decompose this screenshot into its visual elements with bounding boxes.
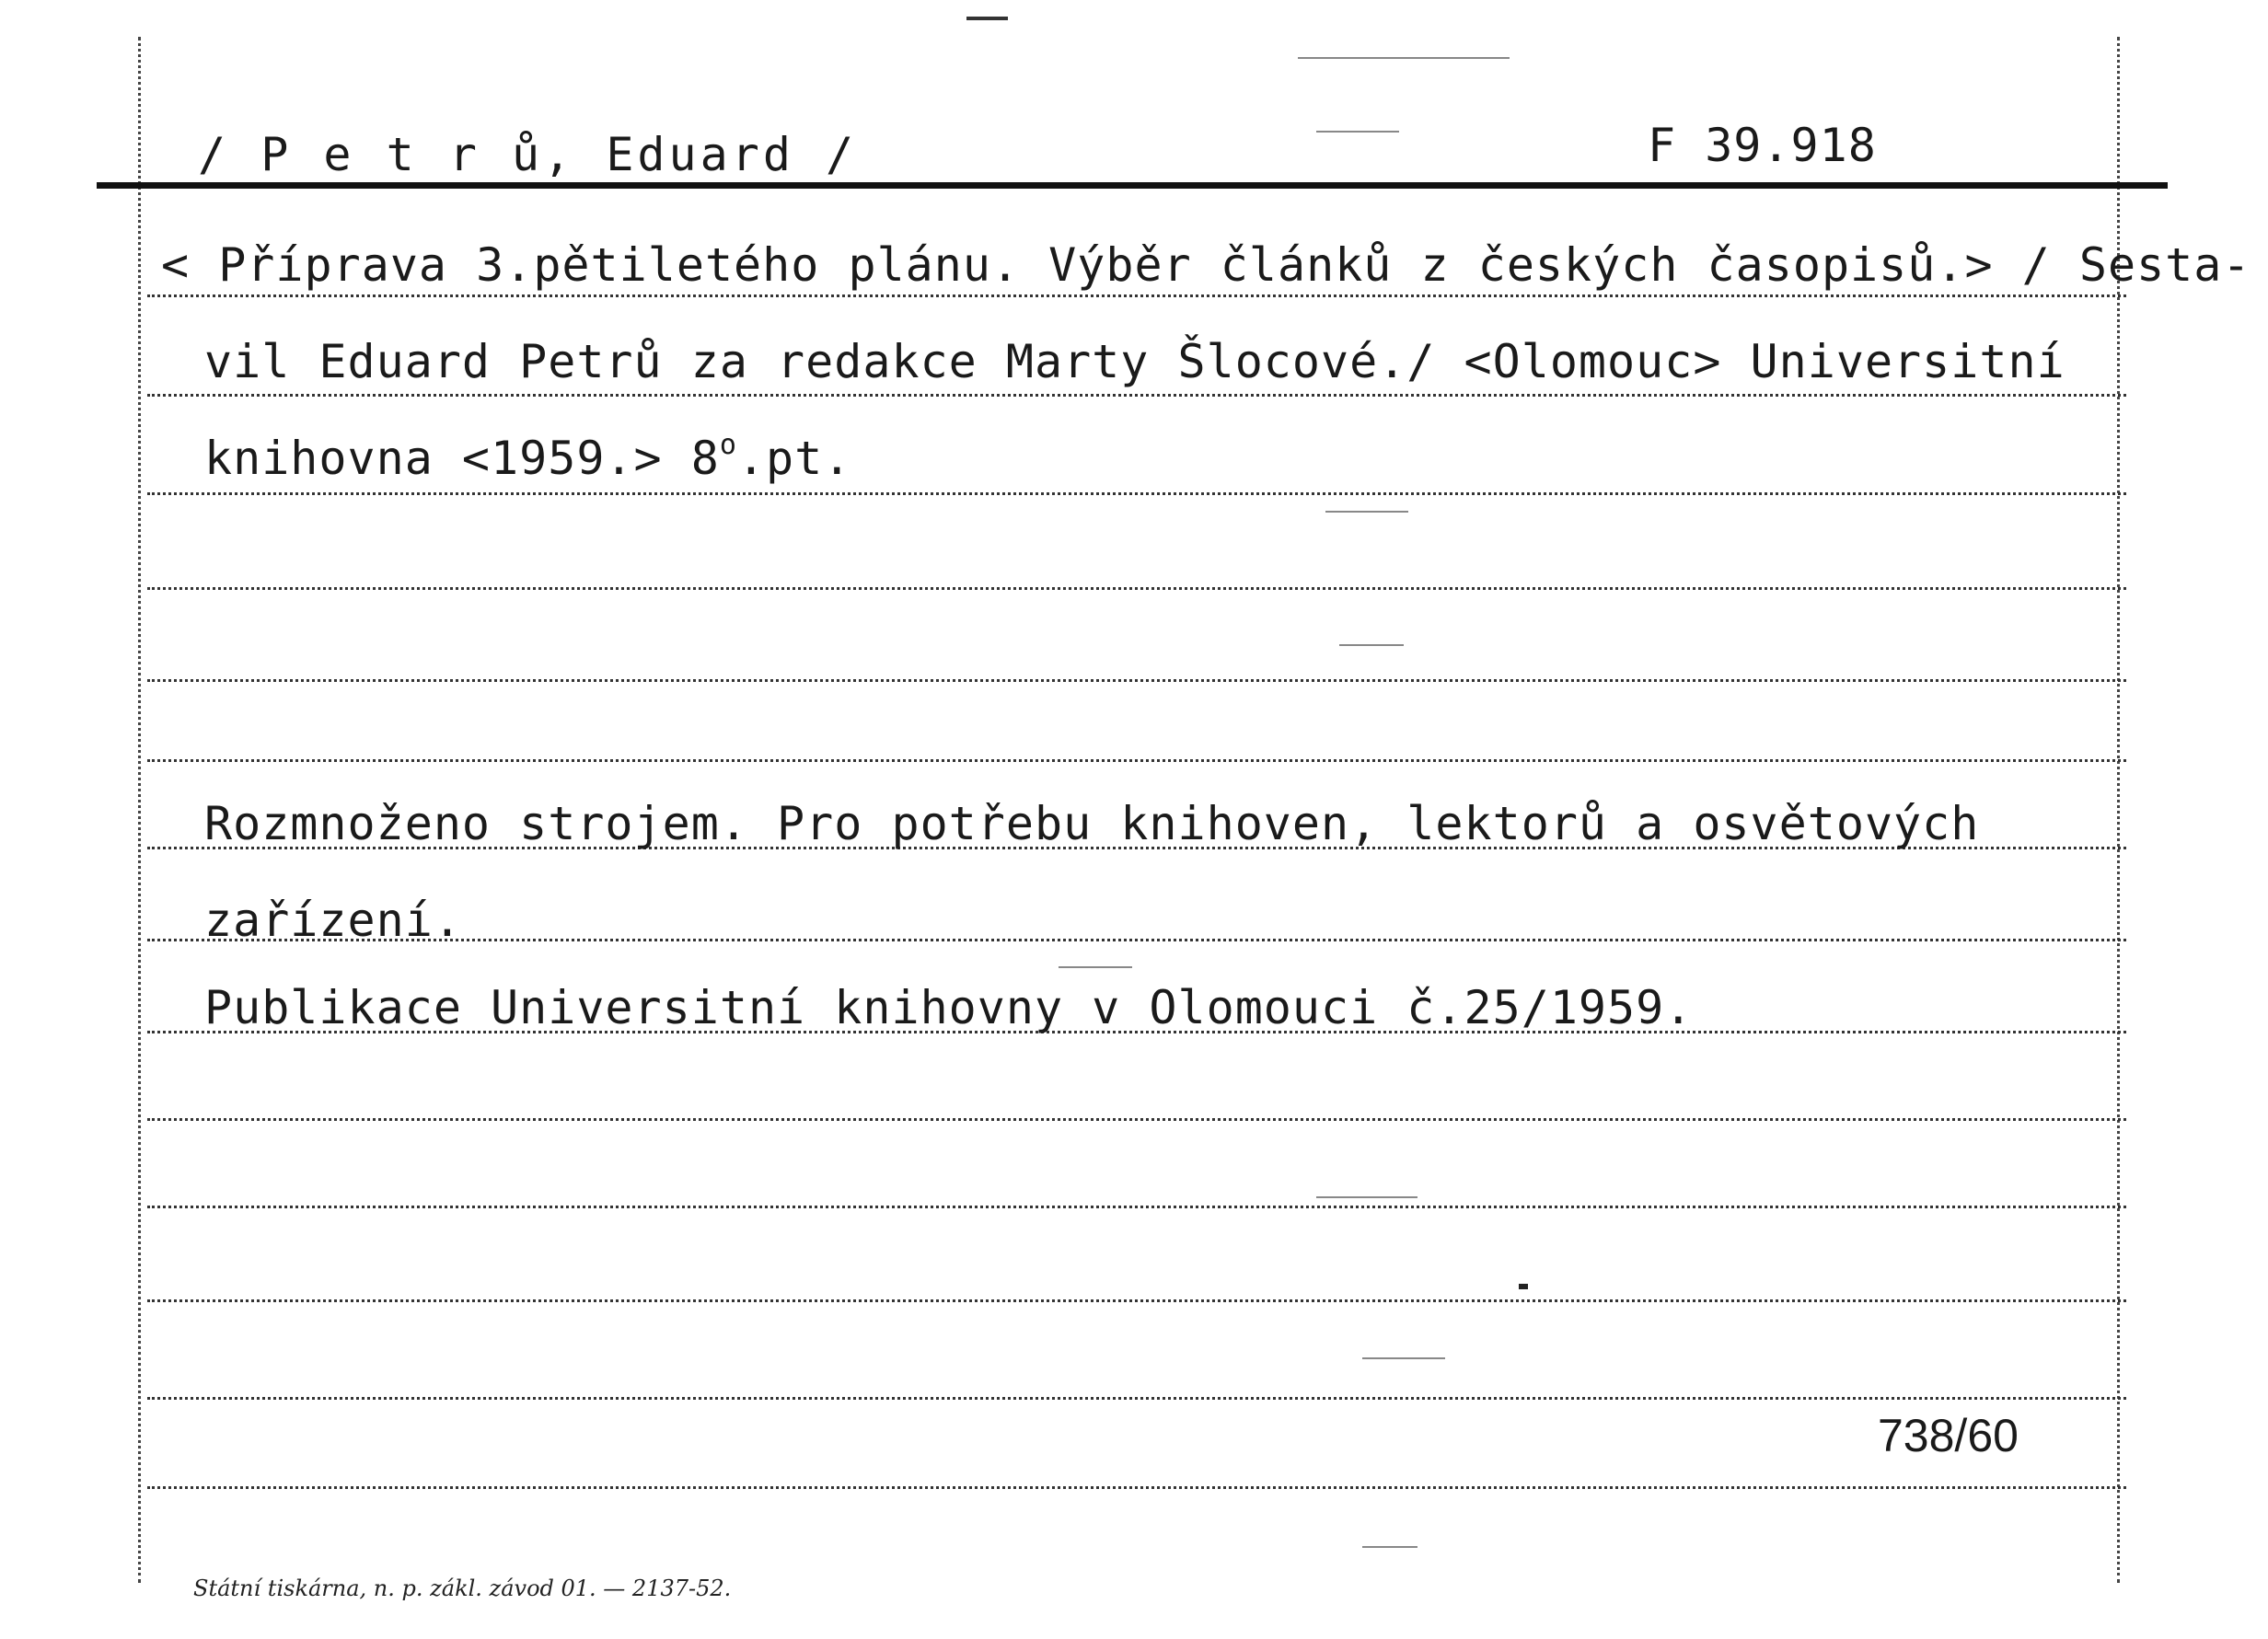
ruled-line (147, 492, 2126, 495)
note-line-1: Rozmnoženo strojem. Pro potřebu knihoven, lektorů a osvětových (204, 797, 1980, 850)
ruled-line (147, 679, 2126, 682)
ruled-line (147, 1206, 2126, 1208)
ruled-line (147, 1397, 2126, 1400)
title-line-3 (204, 429, 852, 485)
scan-mark (1316, 1196, 1418, 1198)
scan-mark (966, 17, 1008, 20)
note-line-3: Publikace Universitní knihovny v Olomouci č.25/1959. (204, 981, 1694, 1034)
scan-mark (1059, 966, 1132, 968)
degree-superscript: o (719, 429, 737, 461)
author-heading: / P e t r ů, Eduard / (198, 128, 858, 181)
heading-rule (97, 182, 2168, 189)
scan-mark (1362, 1357, 1445, 1359)
ruled-line (147, 1486, 2126, 1489)
ruled-line (147, 587, 2126, 590)
scan-mark (1298, 57, 1510, 59)
ruled-line (147, 394, 2126, 397)
ruled-line (147, 294, 2126, 297)
title-line-3-end: .pt. (736, 432, 852, 485)
ruled-line (147, 1299, 2126, 1302)
printer-footer: Státní tiskárna, n. p. zákl. závod 01. — 2137-52. (193, 1576, 732, 1601)
scan-mark (1339, 644, 1404, 646)
left-margin-dotted-line (138, 37, 141, 1583)
shelfmark: F 39.918 (1648, 119, 1877, 172)
ruled-line (147, 1118, 2126, 1121)
scan-mark (1519, 1284, 1528, 1289)
title-line-1: < Příprava 3.pětiletého plánu. Výběr článků z českých časopisů.> / Sesta- (161, 238, 2251, 292)
scan-mark (1325, 511, 1408, 513)
title-line-2: vil Eduard Petrů za redakce Marty Šlocové./ <Olomouc> Universitní (204, 335, 2066, 388)
accession-number: 738/60 (1878, 1410, 2019, 1461)
title-line-3-main: knihovna <1959.> 8 (204, 432, 720, 485)
scan-mark (1316, 131, 1399, 133)
scan-mark (1362, 1546, 1418, 1548)
ruled-line (147, 759, 2126, 762)
note-line-2: zařízení. (204, 894, 462, 947)
